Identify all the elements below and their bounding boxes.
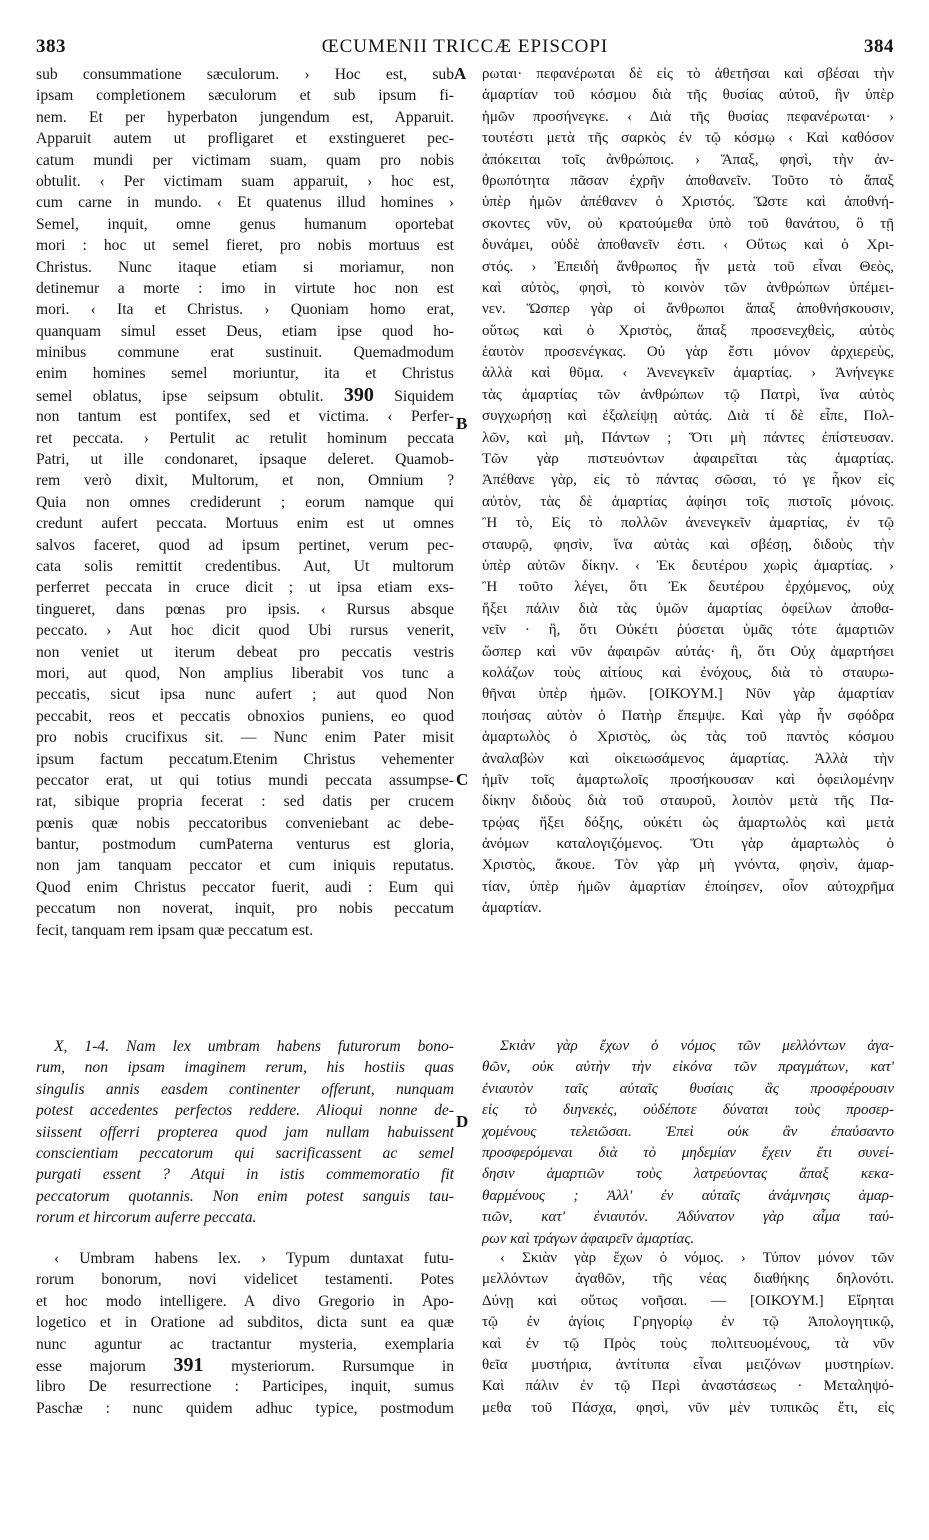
text-line: ἑαυτὸν προσενέγκας. Οὐ γὰρ ἔστι μόνον ἀρχιερεὺς, [482,344,894,361]
text-line: νεν. Ὥσπερ γὰρ οἱ ἄνθρωποι ἅπαξ ἀποθνήσκουσιν, [482,301,894,318]
text-line: non jam tanquam peccator et cum iniquis reputatus. [36,857,454,875]
latin-text-block [36,1036,454,1229]
text-line: et hoc modo intelligere. A divo Gregorio in Apo- [36,1292,454,1310]
text-line: ipsam completionem sæculorum et sub ipsum fi- [36,87,454,105]
text-line: θεῖα μυστήρια, ἀντίτυπα εἶναι μειζόνων μυστηρίων. [482,1356,894,1373]
text-line: τῷ ἐν ἁγίοις Γρηγορίῳ ἐν τῷ Ἀπολογητικῷ, [482,1314,894,1331]
text-line: θῶν, οὐκ αὐτὴν τὴν εἰκόνα τῶν πραγμάτων, κατ' [482,1059,894,1076]
text-line: θῆναι ὑπὲρ ἡμῶν. [ΟΙΚΟΥΜ.] Νῦν γὰρ ἁμαρτίαν [482,686,894,703]
text-line: ἀπόκειται τοῖς ἀνθρώποις. › Ἅπαξ, φησὶ, τὴν ἀν- [482,151,894,168]
text-line: rat, sibique propria fecerat : sed datis per crucem [36,793,454,811]
text-line: nunc aguntur ac tractantur mysteria, exemplaria [36,1335,454,1353]
text-line: peccator erat, ut qui totius mundi peccata assumpse- [36,771,454,789]
text-line: pro nobis crucifixus sit. — Nunc enim Pater misit [36,729,454,747]
text-line: ρων καὶ τράγων ἀφαιρεῖν ἁμαρτίας. [482,1230,695,1247]
text-line: οὕτως καὶ ὁ Χριστὸς, ἅπαξ προσενεχθεὶς, αὐτὸς [482,322,894,339]
latin-column-bottom [36,1248,454,1419]
text-line: κολάζων τοὺς αἰτίους καὶ ἐνόχους, διὰ τὸ σταυρω- [482,664,894,681]
text-line: αὐτὸν, τὰς δὲ ἁμαρτίας ἀφίησι τοῖς πιστοῖς μόνοις. [482,493,894,510]
text-line: tingueret, dans pœnas pro ipsis. ‹ Rursus absque [36,600,454,618]
text-line: ὥσπερ καὶ νῦν ἀφαιρῶν αὐτάς· ἢ, ὅτι Οὐχ ἁμαρτήσει [482,643,894,660]
text-line: enim homines semel moriuntur, ita et Christus [36,365,454,383]
text-line: singulis annis easdem continenter offerunt, nunquam [36,1080,454,1098]
text-line: peccatum non noverat, inquit, pro nobis peccatum [36,900,454,918]
text-line: νεῖν · ἢ, ὅτι Οὐκέτι ῥύσεται ὑμᾶς τότε ἁμαρτιῶν [482,622,894,639]
line-text-after: mysteriorum. Rursumque in [203,1357,454,1375]
text-line: χομένους τελειῶσαι. Ἐπεὶ οὐκ ἂν ἐπαύσαντο [482,1123,894,1140]
text-line: Apparuit autem ut profligaret et exstingueret pec- [36,130,454,148]
text-line: Semel, inquit, omne genus humanum oportebat [36,215,454,233]
text-line: ἁμαρτίαν. [482,900,542,917]
text-line: μεθα τοῦ Πάσχα, φησὶ, νῦν μὲν τυπικῶς ἔτι, εἰς [482,1399,894,1416]
text-line: peccatorum quotannis. Non enim potest sanguis tau- [36,1187,454,1205]
text-line: cata solis remittit credentibus. Aut, Ut multorum [36,557,454,575]
text-line: τίαν, ὑπὲρ ἡμῶν ἁμαρτίαν ἐποίησεν, οἷον αὐτοχρῆμα [482,878,894,895]
latin-column-top [36,64,454,941]
text-line: δυνάμει, οὐδὲ ἀποθανεῖν ἐστι. ‹ Οὕτως καὶ ὁ Χρι- [482,237,894,254]
text-line: καὶ ἐν τῷ Πρὸς τοὺς πολιτευομένους, τὰ νῦν [482,1335,894,1352]
text-line: τρῴας ἥξει δόξης, οὐκέτι ὡς ἁμαρτωλὸς καὶ μετὰ [482,814,894,831]
text-line: Δύνῃ καὶ οὕτως νοῆσαι. — [ΟΙΚΟΥΜ.] Εἴρηται [482,1292,894,1309]
text-line-with-column-number [36,385,454,406]
text-line: συγχωρήσῃ καὶ ἐξαλείψῃ αὐτάς. Διὰ τί δὲ εἶπε, Πολ- [482,408,894,425]
text-line: ὑπὲρ αὐτῶν δίκην. ‹ Ἐκ δευτέρου χωρὶς ἁμαρτίας. › [482,557,894,574]
text-line: ipsum factum peccatum.Etenim Christus vehementer [36,750,454,768]
running-title: ŒCUMENII TRICCÆ EPISCOPI [321,36,609,57]
text-line: peccabit, reos et peccatis obnoxios puniens, eo quod [36,707,454,725]
text-line: X, 1-4. Nam lex umbram habens futurorum bono- [54,1038,454,1055]
text-line: Ἀπέθανε γὰρ, εἰς τὸ πάντας σῶσαι, τό γε ἧκον εἰς [482,472,894,489]
margin-letter-c: C [456,770,469,789]
text-line: ἥξει πάλιν διὰ τὰς ὑμῶν ἁμαρτίας ὀφείλων ἀποθα- [482,600,894,617]
text-line: ρωται· πεφανέρωται δὲ εἰς τὸ ἀθετῆσαι καὶ σβέσαι τὴν [482,66,894,82]
text-line: cum carne in mundo. ‹ Et quatenus illud homines › [36,194,454,212]
text-line: mori. ‹ Ita et Christus. › Quoniam homo erat, [36,301,454,319]
text-line: mori, aut quod, Non amplius liberabit vos tunc a [36,664,454,682]
text-line: καὶ αὐτὸς, φησὶ, τὸ κοινὸν τῶν ἀνθρώπων ὑπέμει- [482,279,894,296]
text-line: Καὶ πάλιν ἐν τῷ Περὶ ἀναστάσεως · Μεταληψό- [482,1378,894,1395]
text-line: τὰς ἁμαρτίας τῶν ἀνθρώπων τῷ Πατρὶ, ἵνα αὐτὸς [482,386,894,403]
text-line: ἡμῶν προσήνεγκε. ‹ Διὰ τῆς θυσίας πεφανέρωται· › [482,108,894,125]
text-line: nem. Et per hyperbaton jungendum est, Apparuit. [36,108,454,126]
text-line: rorum et hircorum auferre peccata. [36,1209,257,1227]
line-text-after: Siquidem [373,387,454,405]
page-number-right: 384 [864,36,894,57]
text-line: perferret peccata in cruce dicit ; ut ipsa etiam exs- [36,579,454,597]
text-line: ἁμαρτίαν τοῦ κόσμου διὰ τῆς θυσίας αὐτοῦ, ἣν ὑπὲρ [482,87,894,104]
line-text-before: semel oblatus, ipse seipsum obtulit. [36,387,344,405]
text-line: peccatis, sicut ipsa nunc aufert ; aut quod Non [36,686,454,704]
text-line: λῶν, καὶ μὴ, Πάντων ; Ὅτι μὴ πάντες ἐπίστευσαν. [482,429,894,446]
text-line: δίκην διδοὺς διὰ τοῦ σταυροῦ, λοιπὸν μετὰ τῆς Πα- [482,793,894,810]
column-number: 391 [173,1354,204,1376]
text-line: detinemur a morte : imo in virtute hoc non est [36,279,454,297]
text-line: Ἢ τοῦτο λέγει, ὅτι Ἐκ δευτέρου ἐρχόμενος, οὐχ [482,579,894,596]
text-line: Paschæ : nunc quidem adhuc typice, postmodum [36,1399,454,1417]
column-number: 390 [343,384,374,406]
text-line: μελλόντων ἀγαθῶν, τῆς νέας διαθήκης δηλονότι. [482,1271,894,1288]
text-line: Σκιὰν γὰρ ἔχων ὁ νόμος τῶν μελλόντων ἀγα- [500,1038,894,1054]
text-line: Quod enim Christus peccator fuerit, audi : Eum qui [36,878,454,896]
text-line: conscientiam peccatorum qui sacrificassent ac semel [36,1144,454,1162]
text-line: credunt aufert peccata. Mortuus enim est ut omnes [36,515,454,533]
text-line: ἀλλὰ καὶ θῦμα. ‹ Ἀνενεγκεῖν ἁμαρτίας. › Ἀνήνεγκε [482,365,894,382]
text-line: rorum bonorum, novi videlicet testamenti. Potes [36,1271,454,1289]
text-line: ἐνιαυτὸν ταῖς αὐταῖς θυσίαις ἃς προσφέρουσιν [482,1080,894,1097]
greek-column-bottom [482,1248,894,1419]
text-line: ἀναλαβὼν καὶ οἰκειωσάμενος ἁμαρτίας. Ἀλλὰ τὴν [482,750,894,767]
text-line: Τῶν γὰρ πιστευόντων ἀφαιρεῖται τὰς ἁμαρτίας. [482,451,894,468]
text-line: rum, non ipsam imaginem rerum, his hostiis quas [36,1059,454,1077]
text-line: σταυρῷ, φησὶν, ἵνα αὐτὰς καὶ σβέσῃ, διδοὺς τὴν [482,536,894,553]
page-number-left: 383 [36,36,66,57]
text-line: rem verò dixit, Multorum, et non, Omnium ? [36,472,454,490]
text-line: Quia non omnes crediderunt ; eorum namque qui [36,493,454,511]
text-line: obtulit. ‹ Per victimam suam apparuit, › hoc est, [36,172,454,190]
text-line: προσφερόμεναι διὰ τὸ μηδεμίαν ἔχειν ἔτι συνεί- [482,1144,894,1161]
text-line: ὑπὲρ ἡμῶν ἀπέθανεν ὁ Χριστός. Ὥστε καὶ ἀποθνή- [482,194,894,211]
text-line: ἁμαρτωλὸς ὁ Χριστὸς, ὡς τὰς τοῦ παντὸς κόσμου [482,729,894,746]
text-line: bantur, postmodum cumPaterna venturus est gloria, [36,836,454,854]
greek-text-block [482,1036,894,1250]
text-line: purgati essent ? Atqui in istis commemoratio fit [36,1166,454,1184]
text-line: Χριστὸς, ἄκουε. Τὸν γὰρ μὴ γνόντα, φησὶν, ἁμαρ- [482,857,894,874]
text-line: τουτέστι μετὰ τῆς σαρκὸς ἐν τῷ κόσμῳ ‹ Καὶ καθόσον [482,130,894,147]
text-line: fecit, tanquam rem ipsam quæ peccatum est. [36,921,314,939]
text-line: Patri, ut ille condonaret, ipsaque deleret. Quamob- [36,451,454,469]
text-line: ret peccata. › Pertulit ac retulit hominum peccata [36,429,454,447]
margin-letter-b: B [456,414,468,433]
line-text-before: esse majorum [36,1357,174,1375]
running-header [36,36,894,60]
text-line: ‹ Umbram habens lex. › Typum duntaxat futu- [54,1250,454,1267]
greek-column-top [482,64,894,920]
text-line: ‹ Σκιὰν γὰρ ἔχων ὁ νόμος. › Τύπον μόνον τῶν [500,1250,894,1266]
text-line: logetico et in Oratione ad subditos, dicta sunt ea quæ [36,1314,454,1332]
text-line: non veniet ut iterum debeat pro peccatis vestris [36,643,454,661]
text-line: δησιν ἁμαρτιῶν τοὺς λατρεύοντας ἅπαξ κεκα- [482,1166,894,1183]
text-line: peccato. › Aut hoc dicit quod Ubi rursus venerit, [36,622,454,640]
text-line: quanquam simul esset Deus, etiam ipse quod ho- [36,322,454,340]
text-line: libro De resurrectione : Participes, inquit, sumus [36,1378,454,1396]
text-line: potest accedentes perfectos reddere. Alioqui nonne de- [36,1102,454,1120]
text-line: ποιήσας αὐτὸν ὁ Πατὴρ ἔπεμψε. Καὶ γὰρ ἦν σφόδρα [482,707,894,724]
margin-letter-d: D [456,1112,469,1131]
text-line: catum mundi per victimam suam, quam pro nobis [36,151,454,169]
text-line: sub consummatione sæculorum. › Hoc est, sub [36,66,454,83]
text-line: θρωπότητα πᾶσαν ἐχρῆν ἀποθανεῖν. Τοῦτο τὸ ἅπαξ [482,172,894,189]
text-line: Ἢ τὸ, Εἰς τὸ πολλῶν ἀνενεγκεῖν ἁμαρτίας, ἐν τῷ [482,515,894,532]
text-line: θαρμένους ; Ἀλλ' ἐν αὐταῖς ἀνάμνησις ἁμαρ- [482,1187,894,1204]
text-line-with-column-number [36,1355,454,1376]
text-line: minibus commune erat sustinuit. Quemadmodum [36,344,454,362]
text-line: εἰς τὸ διηνεκὲς, οὐδέποτε δύναται τοὺς προσερ- [482,1102,894,1119]
text-line: στός. › Ἐπειδὴ ἄνθρωπος ἦν μετὰ τοῦ εἶναι Θεὸς, [482,258,894,275]
text-line: τιῶν, κατ' ἐνιαυτόν. Ἀδύνατον γὰρ αἷμα ταύ- [482,1209,894,1226]
text-line: ἀνόμων καταλογιζόμενος. Ὅτι γὰρ ἁμαρτωλὸς ὁ [482,836,894,853]
text-line: σκοντες νῦν, οὐ κρατούμεθα ὑπὸ τοῦ θανάτου, ὃ τῇ [482,215,894,232]
text-line: pœnis quæ nobis peccatoribus conveniebant ac debe- [36,814,454,832]
margin-letter-a: A [454,64,467,83]
text-line: mori : hoc ut semel fieret, pro nobis mortuus est [36,237,454,255]
text-line: ἡμῖν τοῖς ἁμαρτωλοῖς προσήκουσαν καὶ ὀφειλομένην [482,771,894,788]
text-line: siissent offerri propterea quod jam nullam habuissent [36,1123,454,1141]
text-line: non tantum est pontifex, sed et victima. ‹ Perfer- [36,408,454,426]
text-line: salvos faceret, quod ad ipsum pertinet, verum pec- [36,536,454,554]
text-line: Christus. Nunc itaque etiam si moriamur, non [36,258,454,276]
